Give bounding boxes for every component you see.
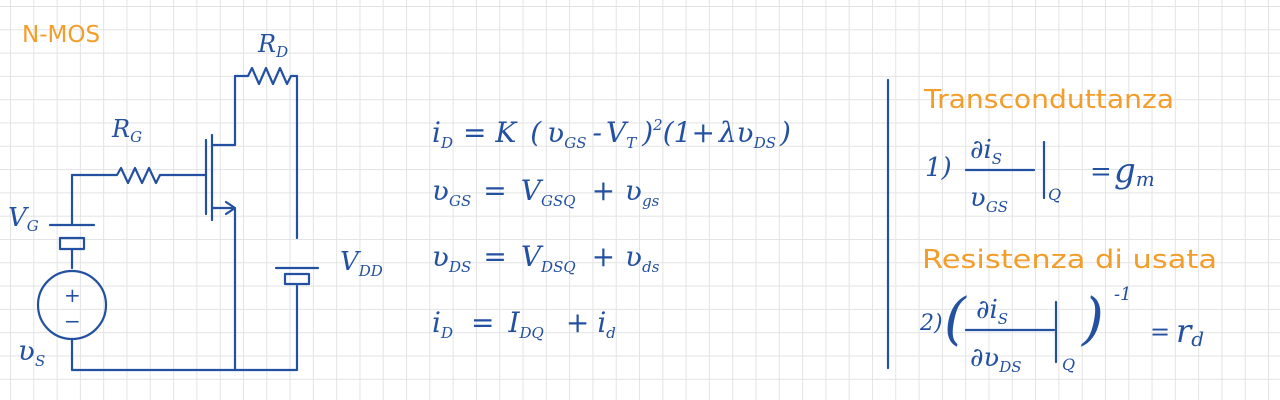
source-minus: − bbox=[64, 309, 81, 333]
label-vs: ʋ$_S$ bbox=[18, 334, 46, 370]
result-gm: gm bbox=[1114, 151, 1155, 191]
page-title: N-MOS bbox=[22, 22, 101, 48]
left-paren: ( bbox=[944, 287, 966, 352]
denominator-vgs: ʋ$_{GS}$ bbox=[970, 183, 1009, 216]
denominator-dvds: ∂ʋ$_{DS}$ bbox=[970, 343, 1022, 376]
equation-id: $i_D = I_{DQ} + i_d$ bbox=[432, 306, 616, 342]
eval-point-q: Q bbox=[1048, 185, 1062, 204]
exponent-minus-one: -1 bbox=[1114, 284, 1132, 305]
heading-transconductance: Transconduttanza bbox=[922, 85, 1174, 115]
equals-sign-2: = bbox=[1150, 318, 1171, 346]
formula-output-resistance bbox=[919, 284, 1204, 376]
vdd-battery bbox=[276, 268, 318, 284]
drain-wire bbox=[212, 116, 235, 145]
result-rd: rd bbox=[1176, 312, 1205, 351]
formula-transconductance bbox=[925, 135, 1155, 216]
eval-point-q-2: Q bbox=[1062, 355, 1076, 374]
heading-output-resistance: Resistenza di usata bbox=[922, 245, 1217, 275]
item-number-2: 2) bbox=[920, 311, 943, 336]
item-number-1: 1) bbox=[925, 153, 952, 183]
equals-sign: = bbox=[1090, 157, 1112, 187]
nmos-transistor bbox=[206, 135, 235, 370]
equation-drain-current: $i_D = K$ ( ʋ$_{GS}$ - $V_T$ )$^2$(1+ λʋ$_{DS}$ ) bbox=[432, 116, 791, 152]
label-rd: $R_D$ bbox=[258, 30, 289, 61]
right-paren: ) bbox=[1082, 287, 1104, 352]
gate-resistor-rg bbox=[72, 168, 206, 183]
equation-vds: ʋ$_{DS}$ = $V_{DSQ}$ + ʋ$_{ds}$ bbox=[432, 240, 660, 276]
drain-resistor-rd bbox=[235, 68, 297, 238]
source-plus: + bbox=[64, 283, 81, 307]
label-vdd: $V_{DD}$ bbox=[340, 247, 383, 280]
numerator-di-s: $\partial i_S$ bbox=[970, 135, 1003, 168]
label-vg: VG bbox=[8, 203, 39, 235]
equation-vgs: ʋ$_{GS}$ = $V_{GSQ}$ + ʋ$_{gs}$ bbox=[432, 174, 660, 210]
numerator-di-s-2: $\partial i_S$ bbox=[976, 295, 1009, 328]
vg-battery bbox=[50, 225, 94, 268]
label-rg: $R_G$ bbox=[112, 115, 143, 146]
